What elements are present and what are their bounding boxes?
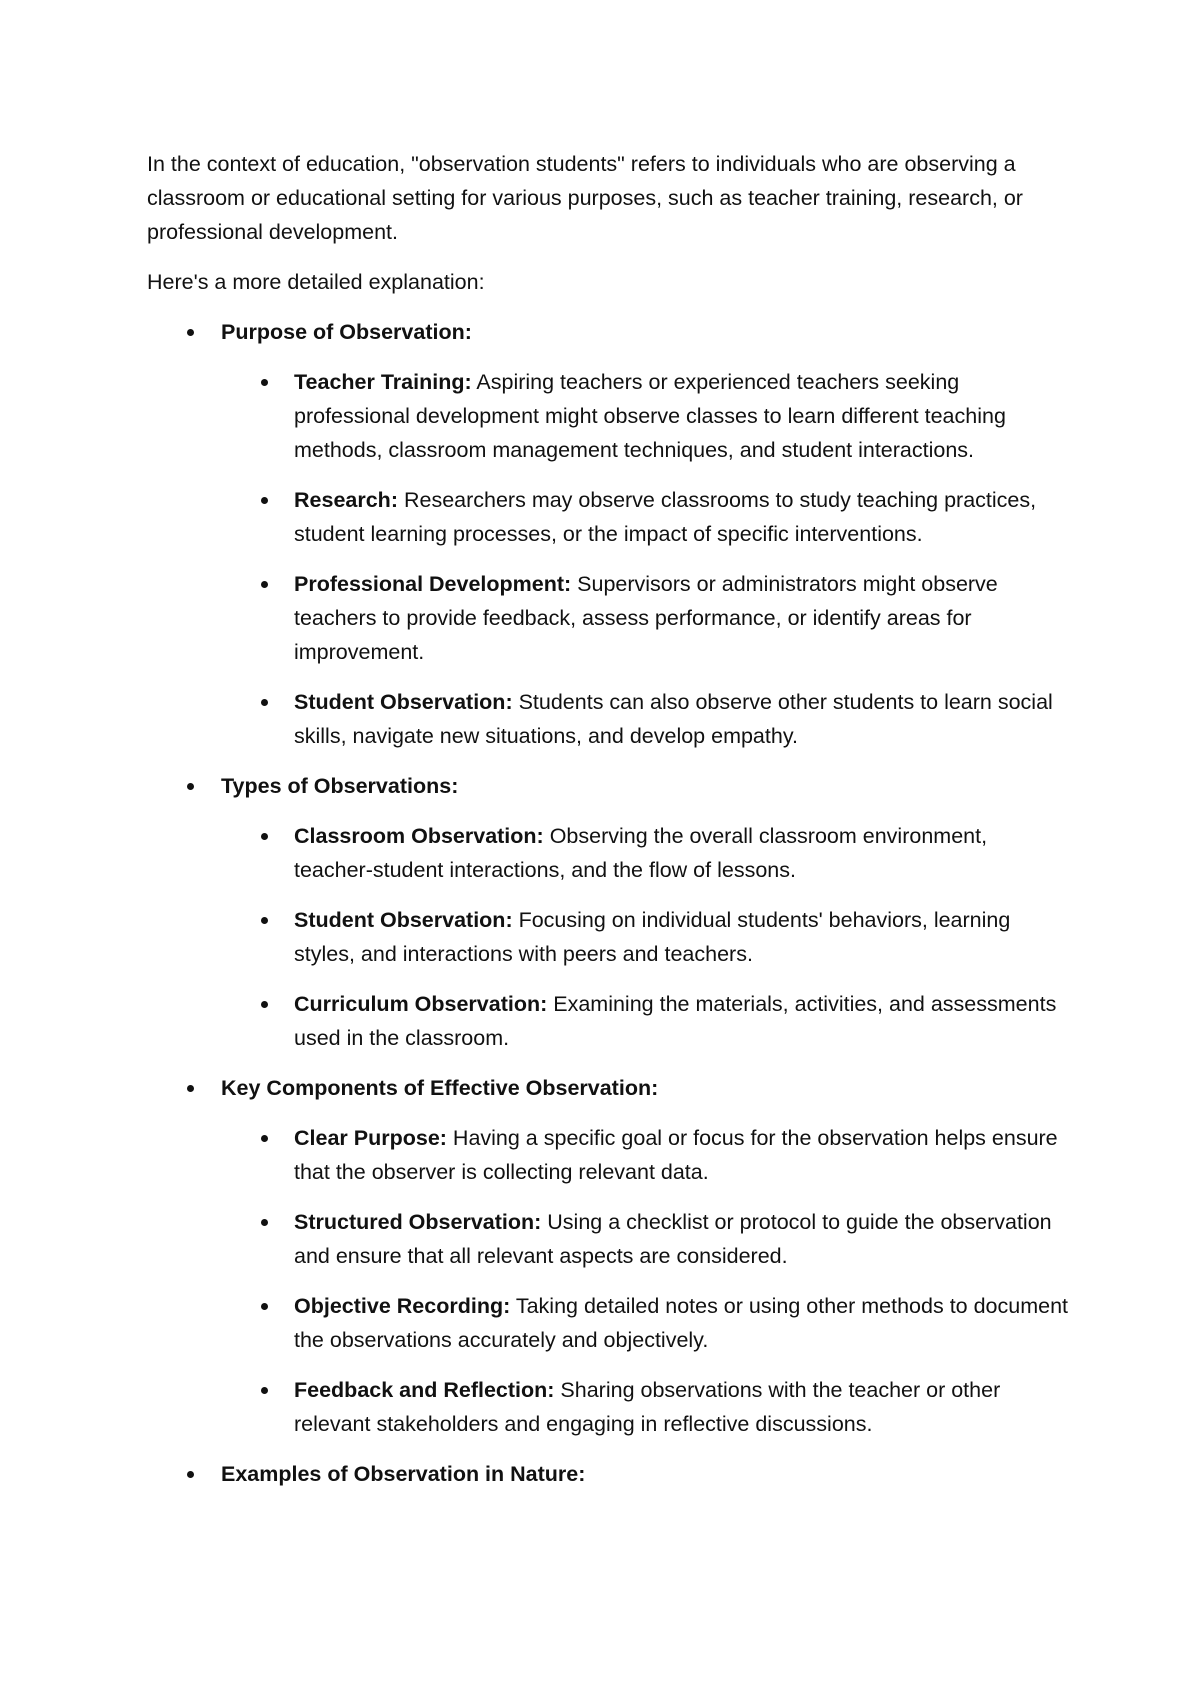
list-item — [221, 1205, 1070, 1273]
section-title: Key Components of Effective Observation: — [221, 1076, 659, 1100]
item-term: Student Observation: — [294, 908, 513, 932]
bullet-icon — [187, 329, 194, 336]
bullet-icon — [187, 1085, 194, 1092]
item-text: Observing the overall classroom environment, teacher-student interactions, and the flow of lessons. — [294, 824, 988, 882]
item-term: Student Observation: — [294, 690, 513, 714]
bullet-icon — [261, 379, 268, 386]
bullet-icon — [187, 783, 194, 790]
item-text: Taking detailed notes or using other methods to document the observations accurately and objectively. — [294, 1294, 1069, 1352]
section-title: Purpose of Observation: — [221, 320, 472, 344]
item-text: Students can also observe other students to learn social skills, navigate new situations, and develop empathy. — [294, 690, 1053, 748]
item-text: Aspiring teachers or experienced teachers seeking professional development might observe classes to learn different teaching methods, classroom management techniques, and student interactions. — [294, 370, 1006, 462]
item-text: Focusing on individual students' behaviors, learning styles, and interactions with peers and teachers. — [294, 908, 1011, 966]
item-list — [221, 819, 1070, 1055]
list-item — [221, 685, 1070, 753]
item-term: Curriculum Observation: — [294, 992, 548, 1016]
bullet-icon — [261, 1001, 268, 1008]
bullet-icon — [261, 699, 268, 706]
item-text: Supervisors or administrators might observe teachers to provide feedback, assess performance, or identify areas for improvement. — [294, 572, 998, 664]
item-list — [221, 1121, 1070, 1441]
list-item — [221, 567, 1070, 669]
section-purpose — [147, 315, 1070, 753]
item-list — [221, 365, 1070, 753]
item-term: Clear Purpose: — [294, 1126, 447, 1150]
item-text: Examining the materials, activities, and assessments used in the classroom. — [294, 992, 1057, 1050]
bullet-icon — [187, 1471, 194, 1478]
list-item — [221, 1289, 1070, 1357]
section-key-components — [147, 1071, 1070, 1441]
item-term: Professional Development: — [294, 572, 572, 596]
item-text: Researchers may observe classrooms to study teaching practices, student learning processes, or the impact of specific interventions. — [294, 488, 1037, 546]
bullet-icon — [261, 1387, 268, 1394]
intro-paragraph: In the context of education, "observation students" refers to individuals who are observing a classroom or educational setting for various purposes, such as teacher training, research, or professional development. — [147, 152, 1023, 244]
list-item — [221, 1121, 1070, 1189]
item-term: Structured Observation: — [294, 1210, 542, 1234]
list-item — [221, 819, 1070, 887]
section-examples — [147, 1457, 1070, 1491]
list-item — [221, 365, 1070, 467]
item-term: Objective Recording: — [294, 1294, 511, 1318]
bullet-icon — [261, 1303, 268, 1310]
item-term: Teacher Training: — [294, 370, 472, 394]
item-term: Research: — [294, 488, 398, 512]
bullet-icon — [261, 1219, 268, 1226]
item-term: Feedback and Reflection: — [294, 1378, 555, 1402]
item-text: Sharing observations with the teacher or other relevant stakeholders and engaging in reflective discussions. — [294, 1378, 1001, 1436]
list-item — [221, 903, 1070, 971]
section-types — [147, 769, 1070, 1055]
lead-paragraph: Here's a more detailed explanation: — [147, 270, 485, 294]
list-item — [221, 1373, 1070, 1441]
section-title: Examples of Observation in Nature: — [221, 1462, 586, 1486]
list-item — [221, 483, 1070, 551]
bullet-icon — [261, 497, 268, 504]
item-text: Having a specific goal or focus for the observation helps ensure that the observer is collecting relevant data. — [294, 1126, 1058, 1184]
bullet-icon — [261, 917, 268, 924]
bullet-icon — [261, 581, 268, 588]
bullet-icon — [261, 1135, 268, 1142]
section-title: Types of Observations: — [221, 774, 459, 798]
list-item — [221, 987, 1070, 1055]
section-list — [147, 315, 1070, 1491]
bullet-icon — [261, 833, 268, 840]
item-text: Using a checklist or protocol to guide the observation and ensure that all relevant aspects are considered. — [294, 1210, 1052, 1268]
item-term: Classroom Observation: — [294, 824, 544, 848]
